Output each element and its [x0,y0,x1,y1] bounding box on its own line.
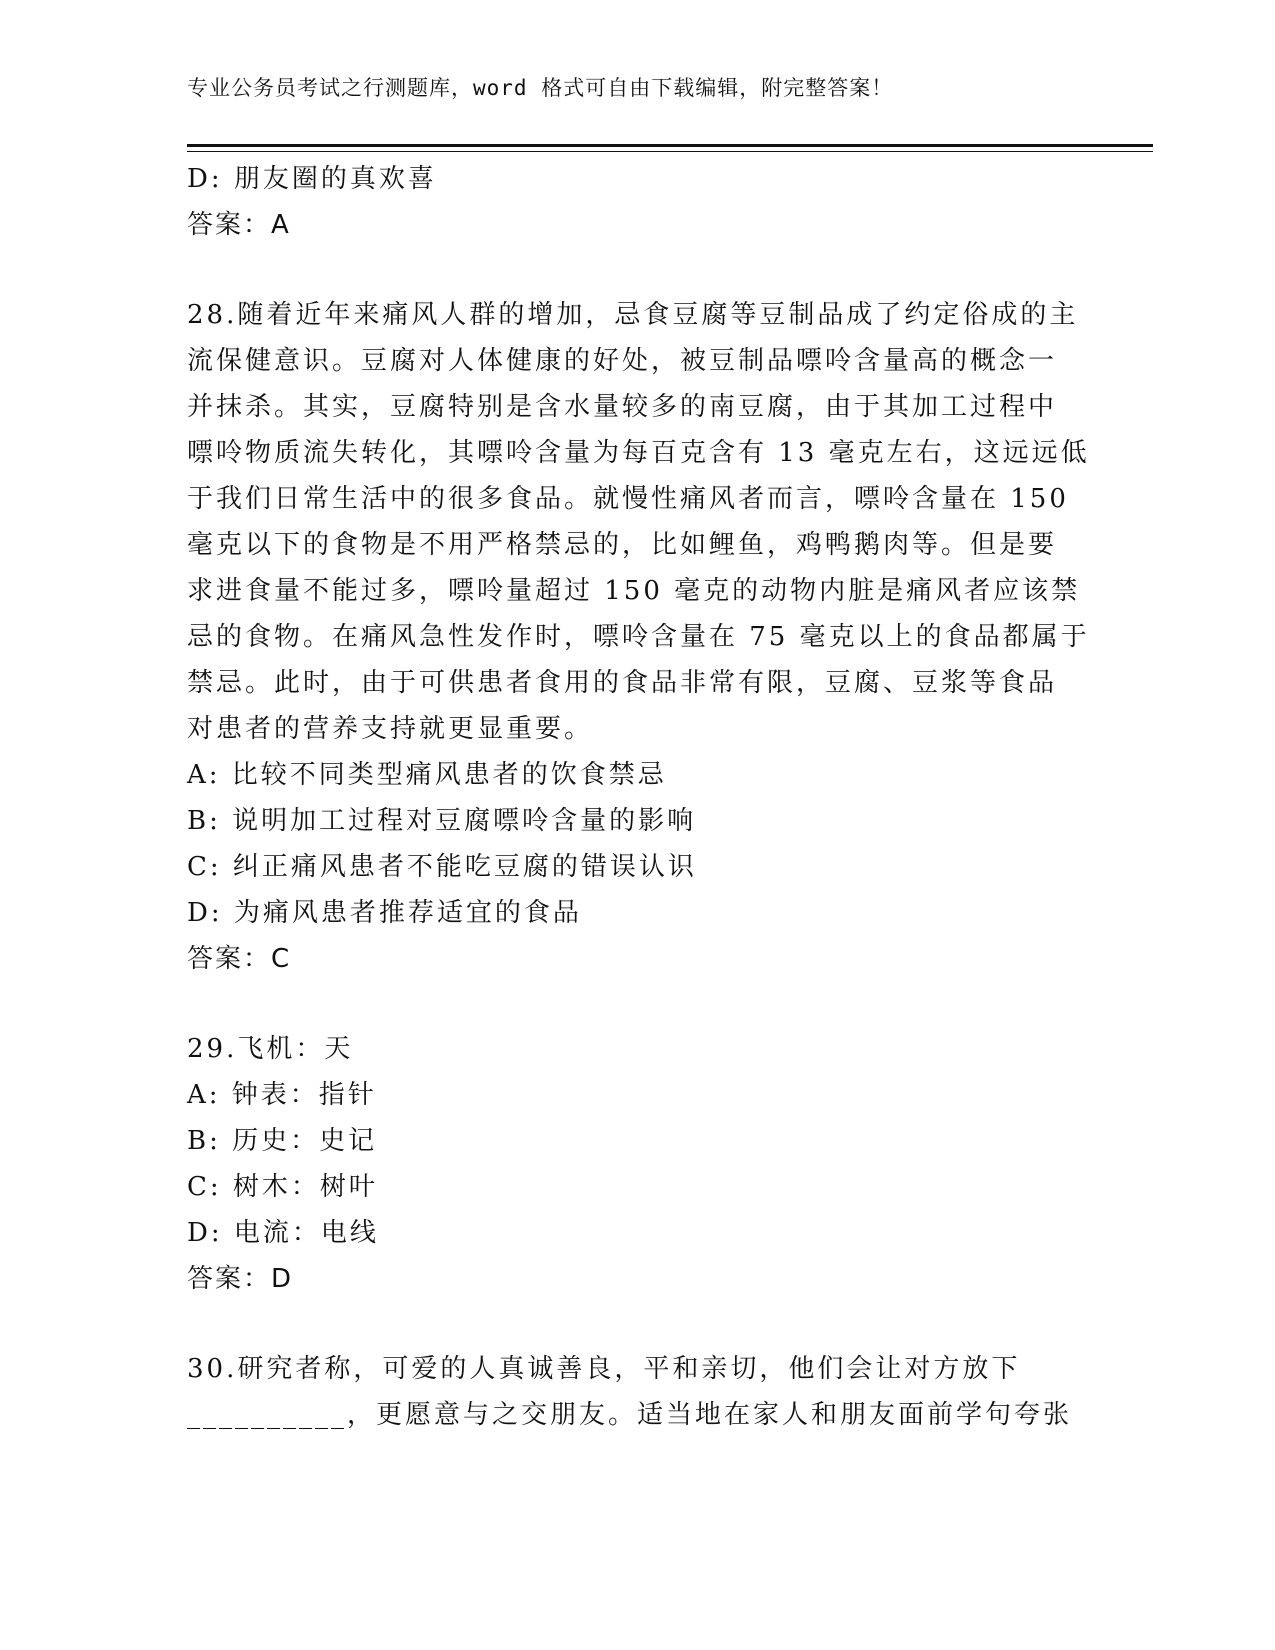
question-stem-line: 于我们日常生活中的很多食品。就慢性痛风者而言，嘌呤含量在 150 [187,484,1069,514]
question-stem-line: 求进食量不能过多，嘌呤量超过 150 毫克的动物内脏是痛风者应该禁 [187,576,1081,606]
document-body [187,156,1090,1438]
option-c: C: 树木：树叶 [187,1172,378,1202]
page-header: 专业公务员考试之行测题库，word 格式可自由下载编辑，附完整答案！ [187,76,894,100]
header-rule-thick [187,144,1153,147]
question-27-tail [187,156,1087,248]
question-29 [187,1026,1087,1302]
question-stem-line: 忌的食物。在痛风急性发作时，嘌呤含量在 75 毫克以上的食品都属于 [187,622,1090,652]
question-stem-line: 毫克以下的食物是不用严格禁忌的，比如鲤鱼，鸡鸭鹅肉等。但是要 [187,530,1058,560]
question-stem-line: 流保健意识。豆腐对人体健康的好处，被豆制品嘌呤含量高的概念一 [187,346,1058,376]
option-d: D: 为痛风患者推荐适宜的食品 [187,898,582,928]
question-30 [187,1346,1087,1438]
option-d: D: 电流：电线 [187,1218,379,1248]
question-stem-line: __________，更愿意与之交朋友。适当地在家人和朋友面前学句夸张 [187,1400,1073,1430]
spacer [187,982,1087,1026]
option-b: B: 说明加工过程对豆腐嘌呤含量的影响 [187,806,697,836]
answer-label: 答案：D [187,1264,294,1294]
option-c: C: 纠正痛风患者不能吃豆腐的错误认识 [187,852,697,882]
option-b: B: 历史：史记 [187,1126,378,1156]
question-stem-line: 对患者的营养支持就更显重要。 [187,714,594,744]
question-stem-line: 29.飞机：天 [187,1034,354,1064]
question-stem-line: 嘌呤物质流失转化，其嘌呤含量为每百克含有 13 毫克左右，这远远低 [187,438,1090,468]
answer-label: 答案：A [187,210,291,240]
answer-label: 答案：C [187,944,292,974]
question-stem-line: 28.随着近年来痛风人群的增加，忌食豆腐等豆制品成了约定俗成的主 [187,300,1079,330]
header-rule-thin [187,151,1153,152]
question-stem-line: 并抹杀。其实，豆腐特别是含水量较多的南豆腐，由于其加工过程中 [187,392,1058,422]
question-28 [187,292,1090,982]
question-stem-line: 禁忌。此时，由于可供患者食用的食品非常有限，豆腐、豆浆等食品 [187,668,1058,698]
spacer [187,248,1087,292]
option-a: A: 钟表：指针 [187,1080,377,1110]
spacer [187,1302,1087,1346]
option-d: D: 朋友圈的真欢喜 [187,164,437,194]
question-stem-line: 30.研究者称，可爱的人真诚善良，平和亲切，他们会让对方放下 [187,1354,1021,1384]
option-a: A: 比较不同类型痛风患者的饮食禁忌 [187,760,667,790]
